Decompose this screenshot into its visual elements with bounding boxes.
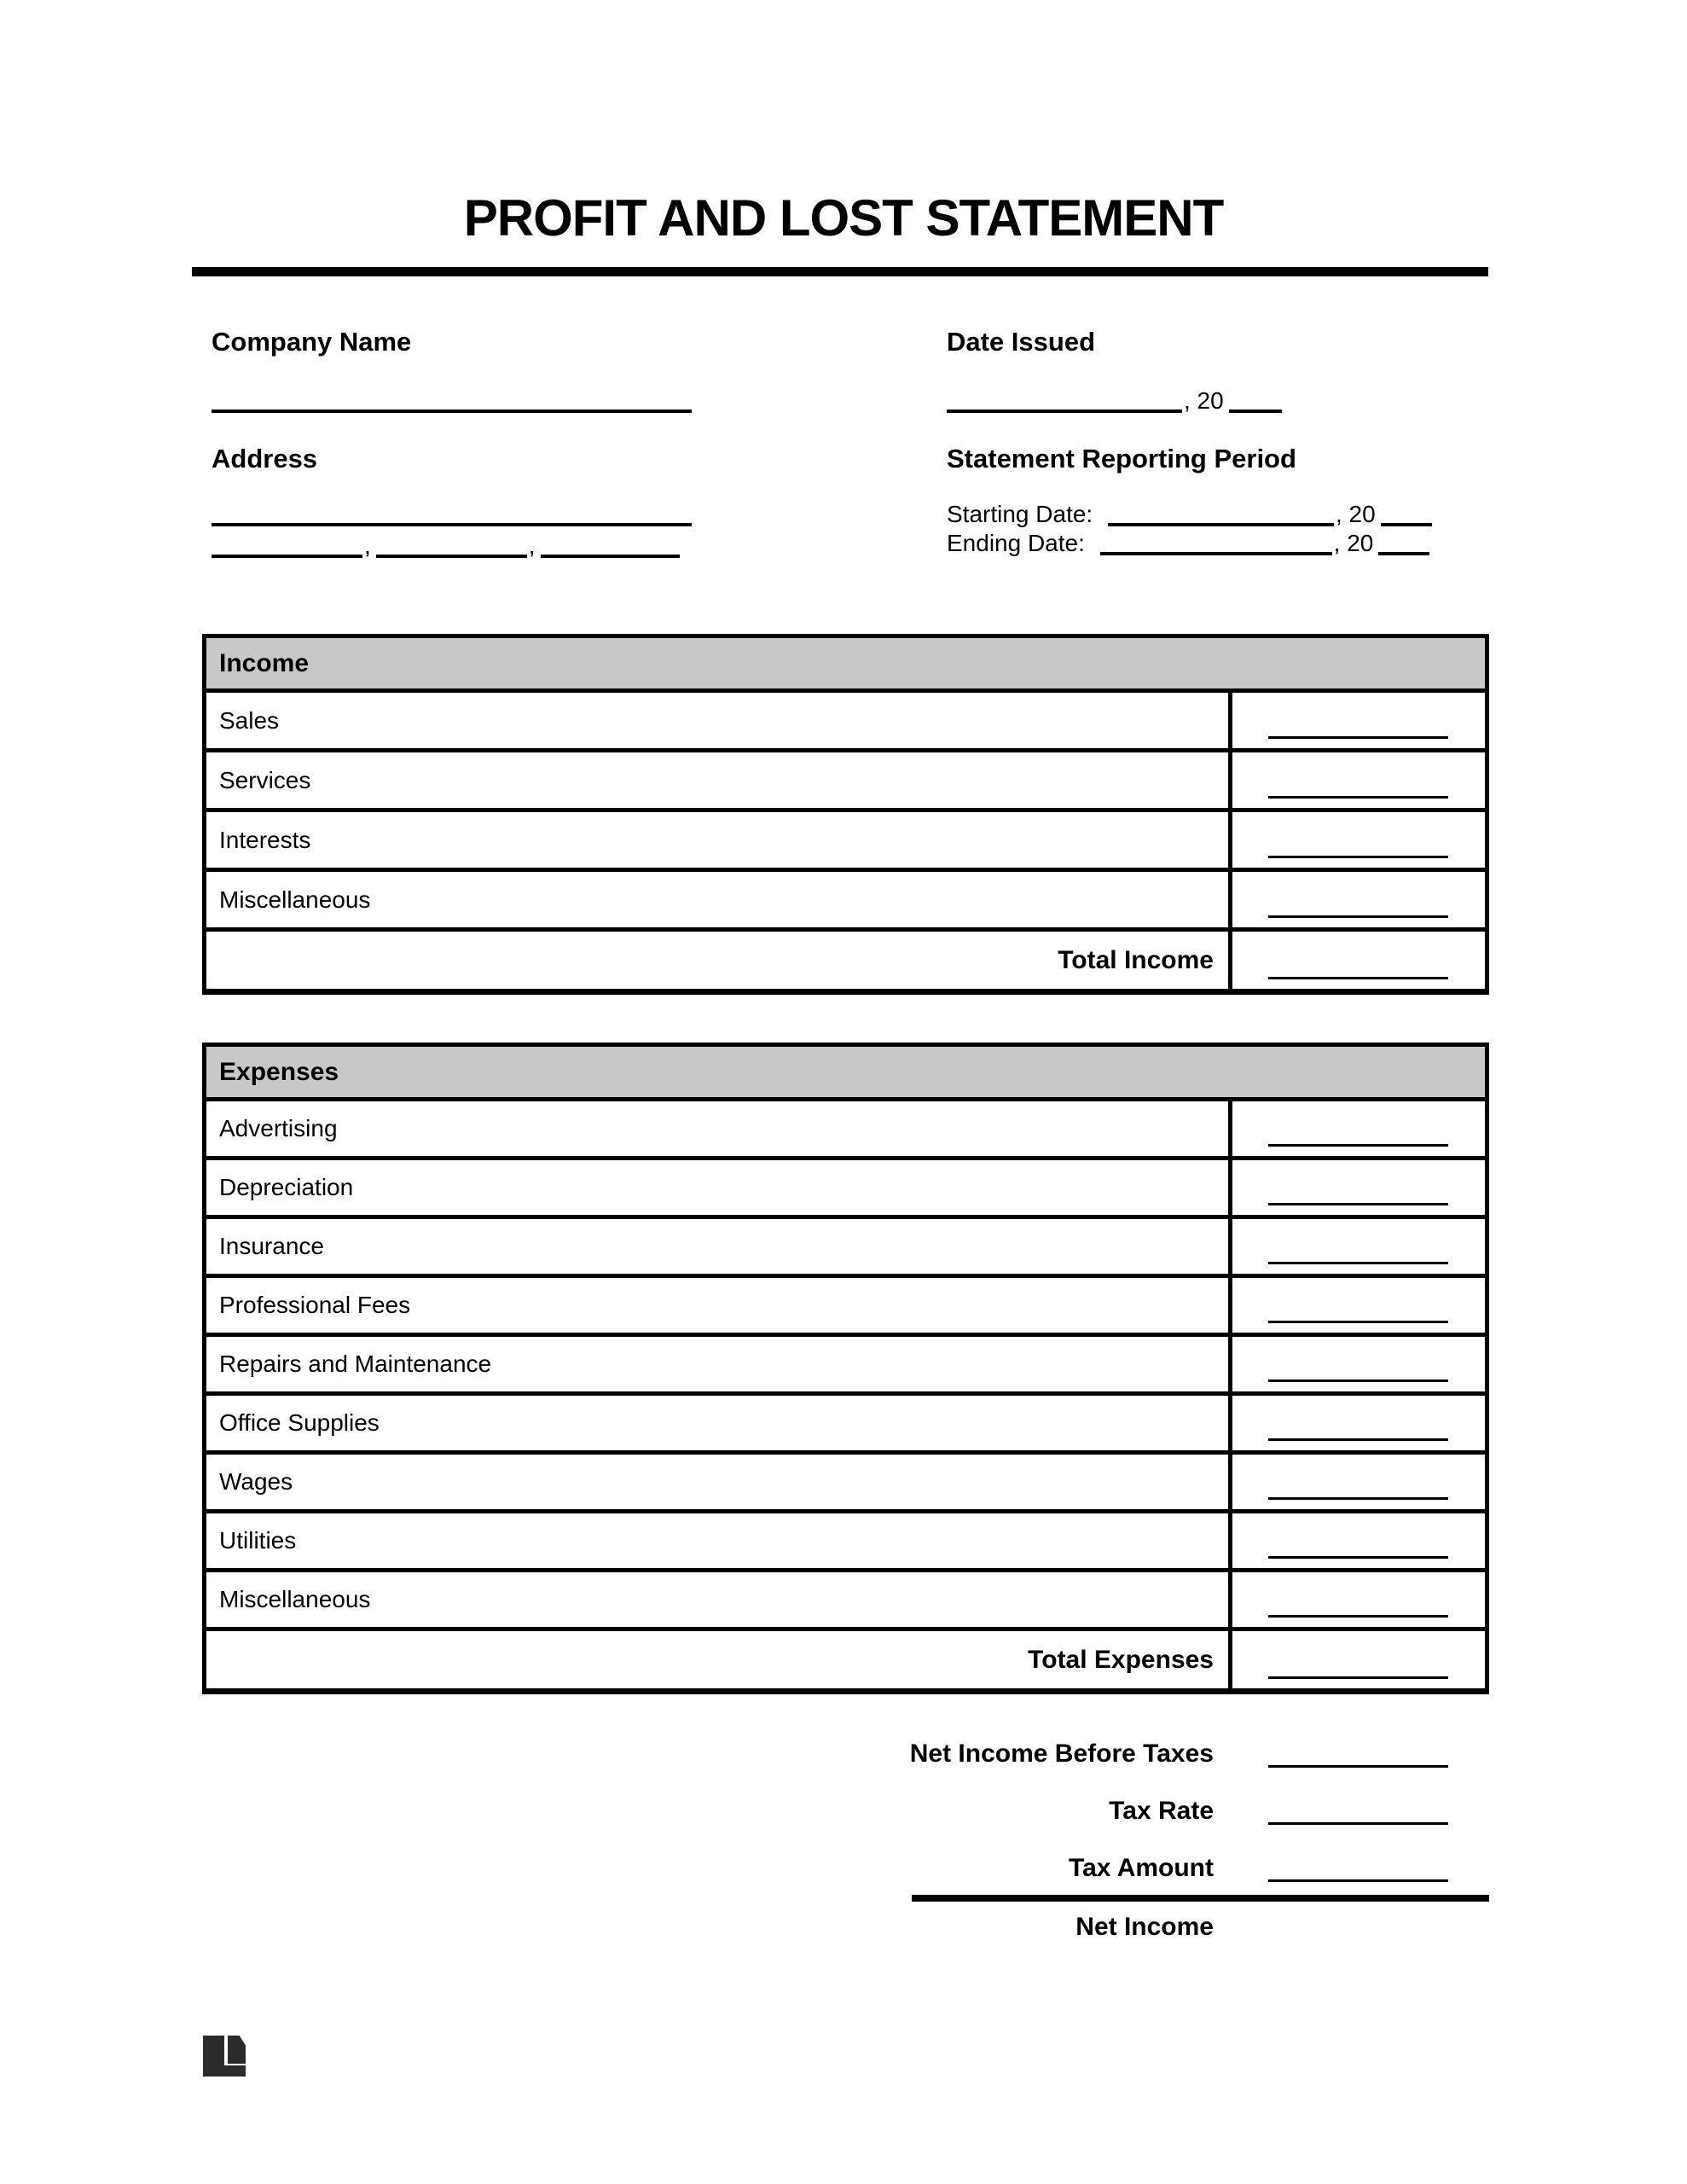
ending-date-blank (1100, 547, 1332, 555)
table-row (206, 1455, 1485, 1513)
amount-blank (1268, 1615, 1448, 1618)
company-name-blank (212, 381, 692, 413)
table-row (206, 752, 1485, 812)
expense-row-label: Advertising (206, 1101, 1232, 1156)
amount-cell (1232, 1278, 1485, 1333)
address-blank (212, 495, 692, 526)
amount-cell (1232, 1455, 1485, 1509)
city-blank (212, 549, 362, 558)
table-row (206, 1572, 1485, 1631)
amount-blank (1268, 1815, 1448, 1825)
amount-cell (1232, 752, 1485, 808)
expenses-table (202, 1043, 1489, 1694)
summary-row (512, 1794, 1448, 1825)
amount-blank (1268, 1380, 1448, 1382)
expense-row-label: Wages (206, 1455, 1232, 1509)
amount-blank (1268, 1144, 1448, 1147)
amount-blank (1268, 736, 1448, 739)
logo-page-shape (228, 2036, 246, 2064)
table-row-total (206, 1631, 1485, 1688)
starting-date-row (947, 498, 1493, 526)
expense-row-label: Insurance (206, 1219, 1232, 1274)
zip-blank (541, 549, 680, 558)
income-table-header: Income (206, 638, 1485, 693)
comma-separator: , (364, 532, 371, 559)
date-issued-blank (947, 404, 1182, 413)
summary-total-rule (912, 1895, 1489, 1902)
expense-row-label: Repairs and Maintenance (206, 1337, 1232, 1391)
amount-blank (1268, 1321, 1448, 1323)
amount-cell (1232, 812, 1485, 868)
comma-separator: , (528, 532, 536, 559)
date-year-prefix: , 20 (1335, 501, 1376, 527)
table-row (206, 1101, 1485, 1160)
net-income-label: Net Income (1075, 1913, 1214, 1941)
income-row-label: Miscellaneous (206, 872, 1232, 927)
amount-cell (1232, 1396, 1485, 1450)
starting-date-blank (1108, 518, 1334, 526)
amount-blank (1268, 915, 1448, 918)
title-rule (192, 267, 1488, 276)
date-issued-year-blank (1229, 404, 1282, 413)
table-row (206, 1337, 1485, 1396)
expense-row-label: Office Supplies (206, 1396, 1232, 1450)
table-row (206, 1396, 1485, 1455)
ending-date-year-blank (1378, 547, 1429, 555)
date-issued-label: Date Issued (947, 327, 1096, 357)
amount-cell (1232, 1101, 1485, 1156)
total-expenses-label: Total Expenses (206, 1631, 1232, 1688)
expense-row-label: Utilities (206, 1513, 1232, 1568)
reporting-period-label: Statement Reporting Period (947, 444, 1296, 473)
table-row (206, 1219, 1485, 1278)
expense-row-label: Depreciation (206, 1160, 1232, 1215)
starting-date-year-blank (1381, 518, 1432, 526)
amount-cell (1232, 932, 1485, 989)
net-income-before-taxes-label: Net Income Before Taxes (909, 1740, 1214, 1768)
income-row-label: Sales (206, 693, 1232, 748)
summary-row (512, 1851, 1448, 1882)
address-label: Address (212, 444, 318, 473)
expense-row-label: Professional Fees (206, 1278, 1232, 1333)
amount-blank (1268, 977, 1448, 979)
amount-blank (1268, 1438, 1448, 1441)
table-row (206, 693, 1485, 752)
table-row (206, 1278, 1485, 1337)
tax-rate-label: Tax Rate (1109, 1797, 1214, 1825)
table-row (206, 1513, 1485, 1572)
summary-row (512, 1737, 1448, 1768)
starting-date-label: Starting Date: (947, 501, 1099, 527)
income-row-label: Services (206, 752, 1232, 808)
total-income-label: Total Income (206, 932, 1232, 989)
tax-amount-label: Tax Amount (1069, 1854, 1214, 1882)
amount-blank (1268, 1497, 1448, 1500)
legal-templates-logo-icon (203, 2036, 246, 2077)
amount-cell (1232, 1219, 1485, 1274)
logo-bottom-bar (203, 2065, 246, 2077)
ending-date-label: Ending Date: (947, 530, 1092, 556)
amount-blank (1268, 1758, 1448, 1768)
amount-cell (1232, 1572, 1485, 1627)
amount-cell (1232, 1160, 1485, 1215)
amount-blank (1268, 796, 1448, 799)
amount-cell (1232, 1337, 1485, 1391)
company-name-label: Company Name (212, 327, 412, 357)
amount-cell (1232, 1631, 1485, 1688)
address-city-state-zip-row (212, 529, 695, 558)
table-row (206, 812, 1485, 872)
amount-cell (1232, 872, 1485, 927)
amount-blank (1268, 1556, 1448, 1559)
date-issued-row (947, 384, 1458, 413)
income-table (202, 634, 1489, 995)
amount-blank (1268, 856, 1448, 858)
expense-row-label: Miscellaneous (206, 1572, 1232, 1627)
state-blank (376, 549, 527, 558)
amount-blank (1268, 1676, 1448, 1679)
ending-date-row (947, 527, 1493, 555)
amount-blank (1268, 1873, 1448, 1882)
table-row (206, 1160, 1485, 1219)
date-year-prefix: , 20 (1184, 387, 1224, 414)
table-row (206, 872, 1485, 932)
amount-cell (1232, 693, 1485, 748)
amount-blank (1268, 1262, 1448, 1264)
page-title: PROFIT AND LOST STATEMENT (463, 189, 1224, 247)
date-year-prefix: , 20 (1333, 530, 1374, 556)
table-row-total (206, 932, 1485, 989)
amount-cell (1232, 1513, 1485, 1568)
expenses-table-header: Expenses (206, 1047, 1485, 1101)
amount-blank (1268, 1203, 1448, 1205)
income-row-label: Interests (206, 812, 1232, 868)
